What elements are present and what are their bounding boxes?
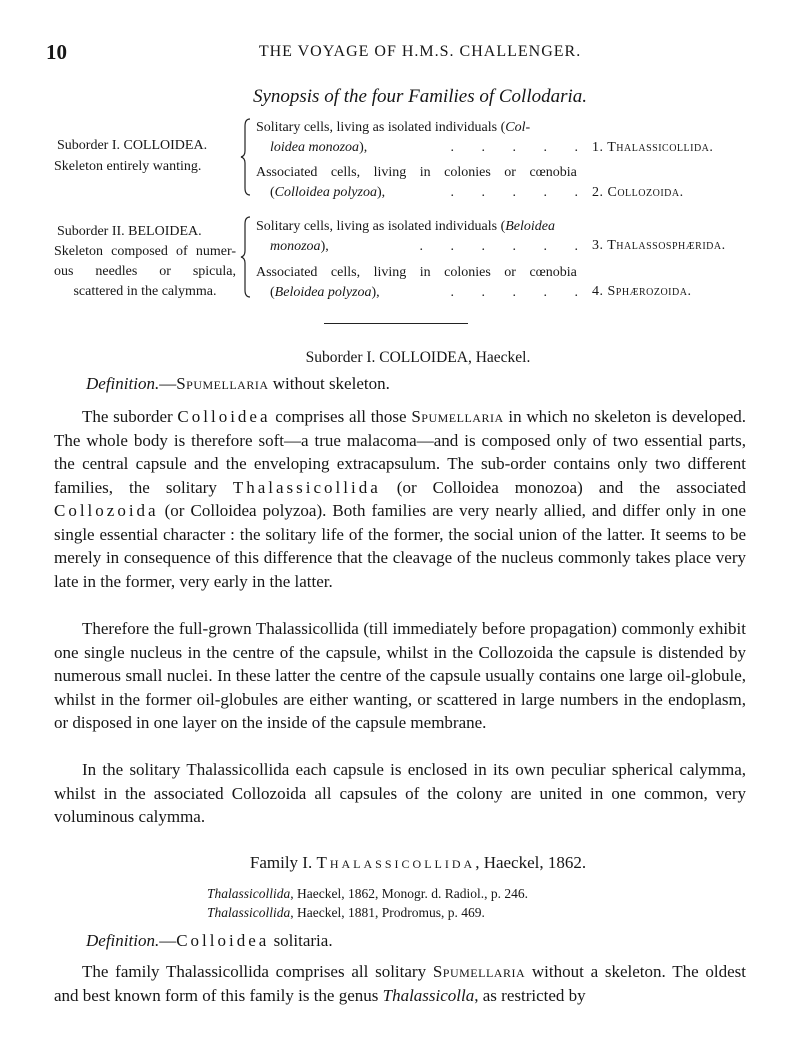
brace-suborder-1 — [240, 118, 252, 196]
paragraph-colloidea-3: In the solitary Thalassicollida each capsule is enclosed in its own peculiar spherical calymma, whilst in the associated Collozoida all capsules of the colony are united in one common, very voluminous calymma. — [54, 760, 746, 826]
suborder-1-description: Skeleton entirely wanting. — [54, 159, 202, 174]
reference-2: Thalassicollida, Haeckel, 1881, Prodromus, p. 469. — [207, 905, 485, 920]
synopsis-entry-2: Associated cells, living in colonies or cœnobia (Colloidea polyzoa), . . . . . — [256, 165, 578, 200]
synopsis-title: Synopsis of the four Families of Collodaria. — [252, 86, 588, 107]
synopsis-entry-1: Solitary cells, living as isolated individuals (Col- loidea monozoa), . . . . . — [256, 120, 578, 155]
family-1-label: 1. Thalassicollida. — [592, 140, 714, 155]
section-heading-colloidea: Suborder I. COLLOIDEA, Haeckel. — [305, 349, 531, 366]
synopsis-entry-4: Associated cells, living in colonies or cœnobia (Beloidea polyzoa), . . . . . — [256, 265, 578, 300]
suborder-2-name: Suborder II. BELOIDEA. — [57, 224, 202, 239]
running-title: THE VOYAGE OF H.M.S. CHALLENGER. — [258, 43, 582, 60]
synopsis-entry-3: Solitary cells, living as isolated individuals (Beloidea monozoa), . . . . . . — [256, 219, 578, 254]
family-4-label: 4. Sphærozoida. — [592, 284, 692, 299]
reference-1: Thalassicollida, Haeckel, 1862, Monogr. d. Radiol., p. 246. — [207, 886, 528, 901]
family-3-label: 3. Thalassosphærida. — [592, 238, 726, 253]
paragraph-colloidea-2: Therefore the full-grown Thalassicollida (till immediately before propagation) commonly exhibit one single nucleus in the centre of the capsule, whilst in the Collozoida the capsule is distended by numerous small nuclei. In these latter the centre of the capsule usually contains one large oil-globule, whilst in the former oil-globules are either wanting, or scattered in large numbers in the endoplasm, or disposed in one layer on the inside of the capsule membrane. — [54, 619, 746, 732]
brace-suborder-2 — [240, 216, 252, 298]
definition-colloidea: Definition.—Spumellaria without skeleton. — [86, 374, 390, 393]
running-header — [46, 40, 754, 66]
definition-thalassicollida: Definition.—Colloidea solitaria. — [86, 931, 333, 950]
paragraph-colloidea-1: The suborder Colloidea comprises all those Spumellaria in which no skeleton is developed. The whole body is therefore soft—a true malacoma—and is composed only of two essential parts, the central capsule and the enveloping extracapsulum. The sub-order contains only two different families, the solitary Thalassicollida (or Colloidea monozoa) and the associated Collozoida (or Colloidea polyzoa). Both families are very nearly allied, and differ only in one single essential character : the solitary life of the former, the social union of the latter. It seems to be merely in consequence of this difference that the cleavage of the nucleus commonly takes place very late in the former, very early in the latter. — [54, 407, 747, 591]
family-2-label: 2. Collozoida. — [592, 185, 684, 200]
page-number: 10 — [46, 40, 67, 64]
suborder-1-name: Suborder I. COLLOIDEA. — [57, 138, 208, 153]
paragraph-thalassicollida-1: The family Thalassicollida comprises all solitary Spumellaria without a skeleton. The oldest and best known form of this family is the genus Thalassicolla, as restricted by — [54, 962, 746, 1005]
family-references — [207, 884, 528, 922]
section-divider — [324, 323, 468, 324]
family-heading-thalassicollida: Family I. Thalassicollida, Haeckel, 1862. — [249, 853, 587, 872]
suborder-2-description: Skeleton composed of numer- ous needles or spicula, scattered in the calymma. — [54, 244, 236, 299]
